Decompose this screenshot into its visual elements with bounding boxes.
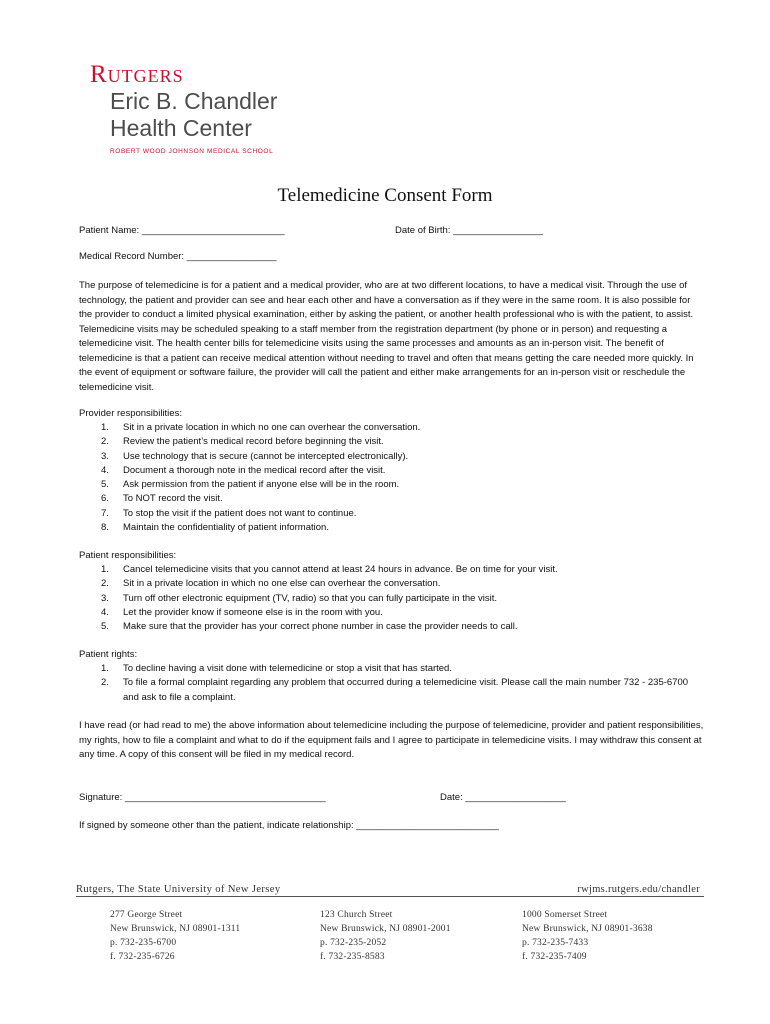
address-church-street: 123 Church Street New Brunswick, NJ 08901-2001 p. 732-235-2052 f. 732-235-8583: [320, 910, 451, 962]
address-george-street: 277 George Street New Brunswick, NJ 08901-1311 p. 732-235-6700 f. 732-235-6726: [110, 910, 241, 962]
date-of-birth-field[interactable]: Date of Birth: _________________: [395, 225, 543, 236]
patient-rights: [79, 648, 704, 705]
patient-list: [79, 563, 704, 634]
provider-list: [79, 421, 704, 535]
list-item: 3. Use technology that is secure (cannot be intercepted electronically).: [101, 450, 409, 462]
footer-divider: [76, 896, 704, 897]
consent-paragraph: I have read (or had read to me) the above information about telemedicine including the purpose of telemedicine, provider and patient responsibilities, my rights, how to file a complaint and what to do if the equipment fails and I agree to participate in telemedicine visits. I may withdraw this consent at any time. A copy of this consent will be filed in my medical record.: [79, 720, 704, 760]
list-item: 1. Sit in a private location in which no one can overhear the conversation.: [101, 422, 421, 433]
rights-list: [79, 662, 704, 705]
list-item: 1. To decline having a visit done with telemedicine or stop a visit that has started.: [101, 663, 452, 674]
patient-name-field[interactable]: Patient Name: ___________________________: [79, 225, 285, 236]
list-item: 8. Maintain the confidentiality of patient information.: [101, 522, 329, 534]
provider-heading: Provider responsibilities:: [79, 408, 182, 419]
list-item: 4. Document a thorough note in the medical record after the visit.: [101, 464, 386, 476]
list-item: 4. Let the provider know if someone else is in the room with you.: [101, 606, 383, 618]
rutgers-wordmark: Rutgers: [90, 61, 184, 88]
rights-heading: Patient rights:: [79, 649, 138, 660]
patient-responsibilities: [79, 549, 704, 634]
university-name: Rutgers, The State University of New Jersey: [76, 884, 281, 895]
logo-subtitle: ROBERT WOOD JOHNSON MEDICAL SCHOOL: [110, 148, 274, 155]
website-link[interactable]: rwjms.rutgers.edu/chandler: [577, 884, 700, 895]
provider-responsibilities: [79, 407, 704, 535]
list-item: 2. Sit in a private location in which no one else can overhear the conversation.: [101, 578, 441, 590]
health-center-logo: [90, 62, 277, 155]
date-field[interactable]: Date: ___________________: [440, 792, 566, 803]
address-somerset-street: 1000 Somerset Street New Brunswick, NJ 08901-3638 p. 732-235-7433 f. 732-235-7409: [522, 910, 653, 962]
list-item: 2. To file a formal complaint regarding any problem that occurred during a telemedicine visit. Please call the main number 732 - 235-6700 and ask to file a complaint.: [101, 677, 689, 703]
intro-paragraph: The purpose of telemedicine is for a patient and a medical provider, who are at two different locations, to have a medical visit. Through the use of technology, the patient and provider can see and hear each other and have a conversation as if they were in the same room. It is also possible for the provider to conduct a limited physical examination, either by asking the patient, or another health professional who is with the patient, to assist. Telemedicine visits may be scheduled speaking to a staff member from the registration department (by phone or in person) and requesting a telemedicine visit. The health center bills for telemedicine visits using the same processes and amounts as an in-person visit. The benefit of telemedicine is that a patient can receive medical attention without needing to travel and often that means getting the care needed more quickly. In the event of equipment or software failure, the provider will call the patient and either make arrangements for an in-person visit or reschedule the telemedicine visit.: [79, 280, 694, 393]
patient-heading: Patient responsibilities:: [79, 550, 177, 561]
list-item: 5. Make sure that the provider has your correct phone number in case the provider needs to call.: [101, 621, 518, 633]
relationship-field[interactable]: If signed by someone other than the patient, indicate relationship: ___________________________: [79, 820, 499, 831]
page-title: Telemedicine Consent Form: [277, 185, 493, 206]
logo-line-1: Eric B. Chandler: [110, 88, 278, 114]
list-item: 3. Turn off other electronic equipment (TV, radio) so that you can fully participate in the visit.: [101, 592, 498, 604]
list-item: 7. To stop the visit if the patient does not want to continue.: [101, 507, 357, 519]
list-item: 5. Ask permission from the patient if anyone else will be in the room.: [101, 479, 400, 491]
logo-line-2: Health Center: [110, 115, 252, 141]
signature-field[interactable]: Signature: ______________________________________: [79, 792, 326, 803]
list-item: 6. To NOT record the visit.: [101, 493, 223, 505]
medical-record-number-field[interactable]: Medical Record Number: _________________: [79, 251, 277, 262]
list-item: 1. Cancel telemedicine visits that you cannot attend at least 24 hours in advance. Be on time for your visit.: [101, 564, 558, 575]
list-item: 2. Review the patient’s medical record before beginning the visit.: [101, 436, 384, 448]
